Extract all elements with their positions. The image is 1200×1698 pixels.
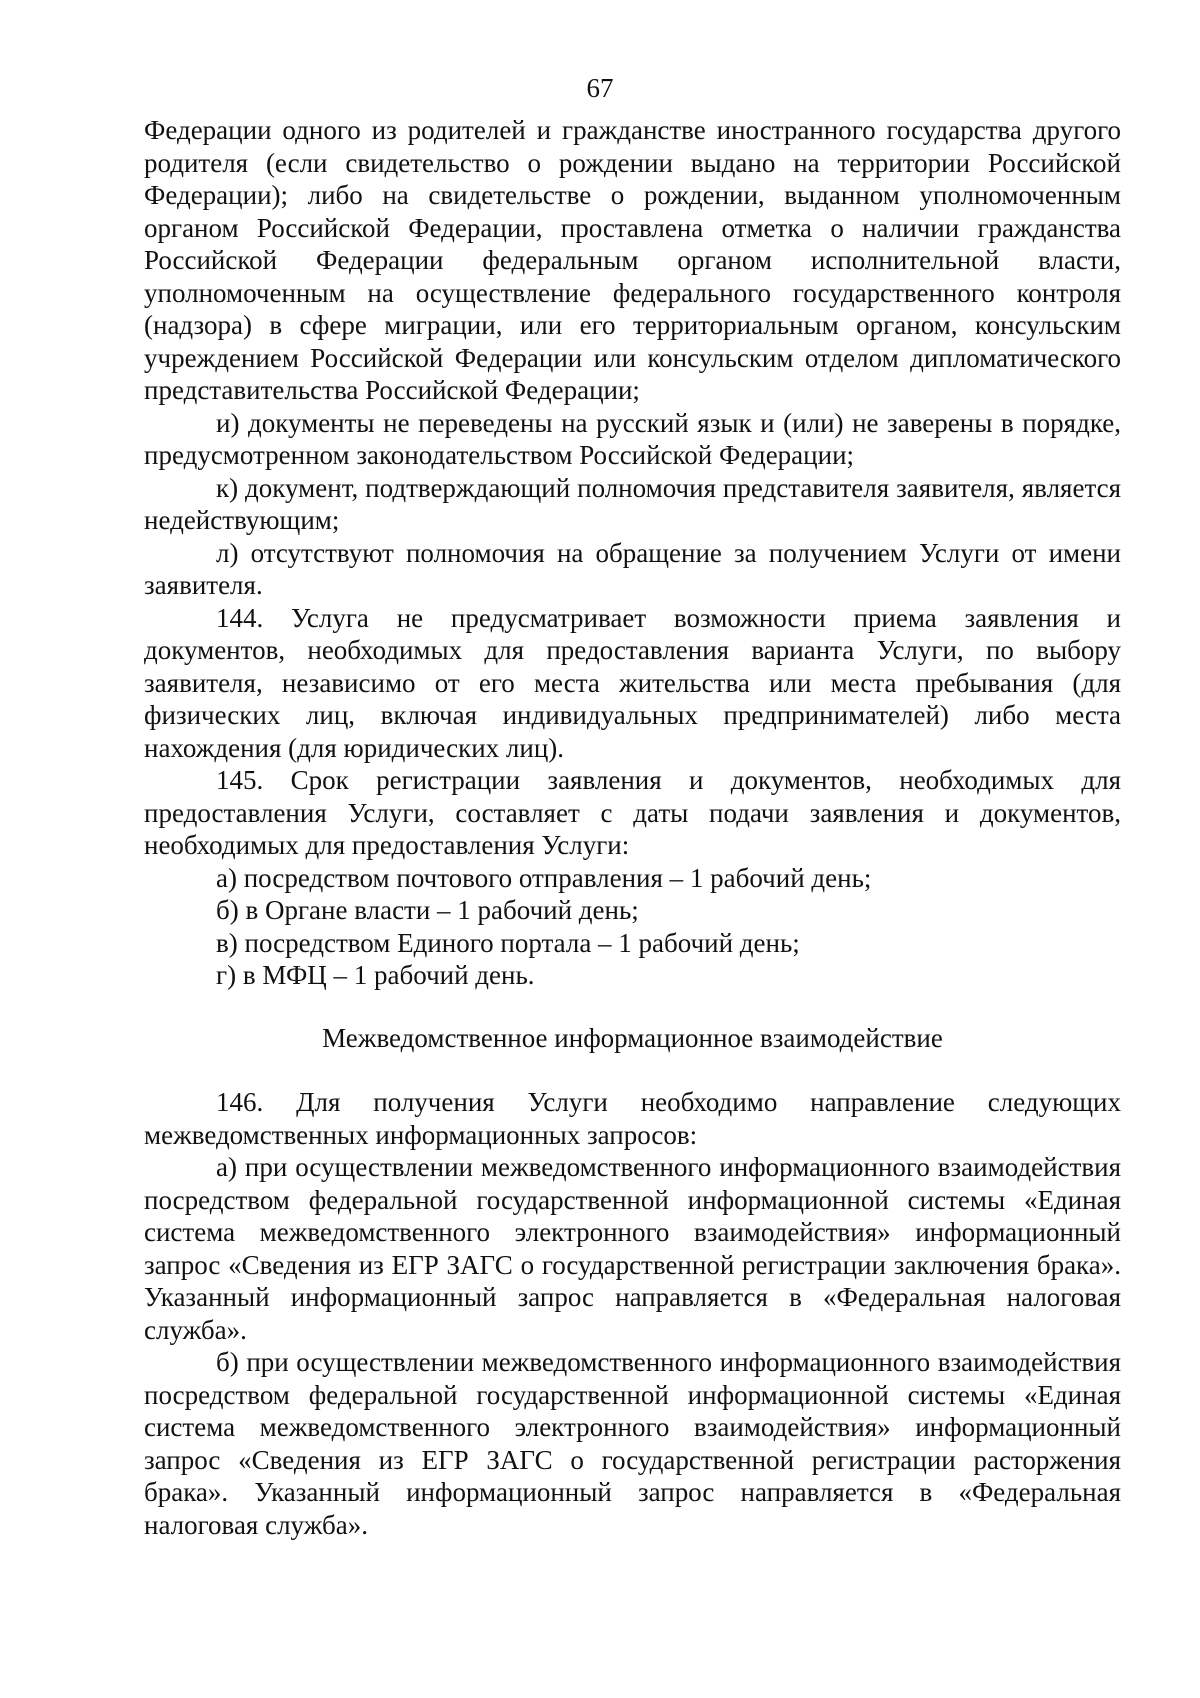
paragraph: л) отсутствуют полномочия на обращение за получением Услуги от имени заявителя. <box>144 537 1121 600</box>
paragraph: Федерации одного из родителей и гражданстве иностранного государства другого родителя (если свидетельство о рождении выдано на территории Российской Федерации); либо на свидетельстве о рождении, выданном уполномоченным органом Российской Федерации, проставлена отметка о наличии гражданства Российской Федерации федеральным органом исполнительной власти, уполномоченным на осуществление федерального государственного контроля (надзора) в сфере миграции, или его территориальным органом, консульским учреждением Российской Федерации или консульским отделом дипломатического представительства Российской Федерации; <box>144 115 1121 405</box>
list-item: б) в Органе власти – 1 рабочий день; <box>216 895 639 925</box>
list-item: г) в МФЦ – 1 рабочий день. <box>216 960 535 990</box>
paragraph: б) при осуществлении межведомственного информационного взаимодействия посредством федеральной государственной информационной системы «Единая система межведомственного электронного взаимодействия» информационный запрос «Сведения из ЕГР ЗАГС о государственной регистрации расторжения брака». Указанный информационный запрос направляется в «Федеральная налоговая служба». <box>144 1347 1121 1540</box>
list-item: в) посредством Единого портала – 1 рабочий день; <box>216 927 800 958</box>
paragraph: 145. Срок регистрации заявления и документов, необходимых для предоставления Услуги, составляет с даты подачи заявления и документов, необходимых для предоставления Услуги: <box>144 765 1121 860</box>
paragraph: а) при осуществлении межведомственного информационного взаимодействия посредством федеральной государственной информационной системы «Единая система межведомственного электронного взаимодействия» информационный запрос «Сведения из ЕГР ЗАГС о государственной регистрации заключения брака». Указанный информационный запрос направляется в «Федеральная налоговая служба». <box>144 1152 1121 1345</box>
list-item: а) посредством почтового отправления – 1 рабочий день; <box>216 862 872 893</box>
page-number: 67 <box>586 73 614 103</box>
paragraphs-before <box>144 114 1121 992</box>
document-body <box>144 114 1121 1541</box>
paragraph: 146. Для получения Услуги необходимо направление следующих межведомственных информационных запросов: <box>144 1087 1121 1150</box>
paragraph: 144. Услуга не предусматривает возможности приема заявления и документов, необходимых для предоставления варианта Услуги, по выбору заявителя, независимо от его места жительства или места пребывания (для физических лиц, включая индивидуальных предпринимателей) либо места нахождения (для юридических лиц). <box>144 602 1121 763</box>
section-heading: Межведомственное информационное взаимодействие <box>322 1022 943 1053</box>
paragraph: к) документ, подтверждающий полномочия представителя заявителя, является недействующим; <box>144 472 1121 535</box>
paragraph: и) документы не переведены на русский язык и (или) не заверены в порядке, предусмотренном законодательством Российской Федерации; <box>144 407 1121 470</box>
paragraphs-after <box>144 1086 1121 1541</box>
